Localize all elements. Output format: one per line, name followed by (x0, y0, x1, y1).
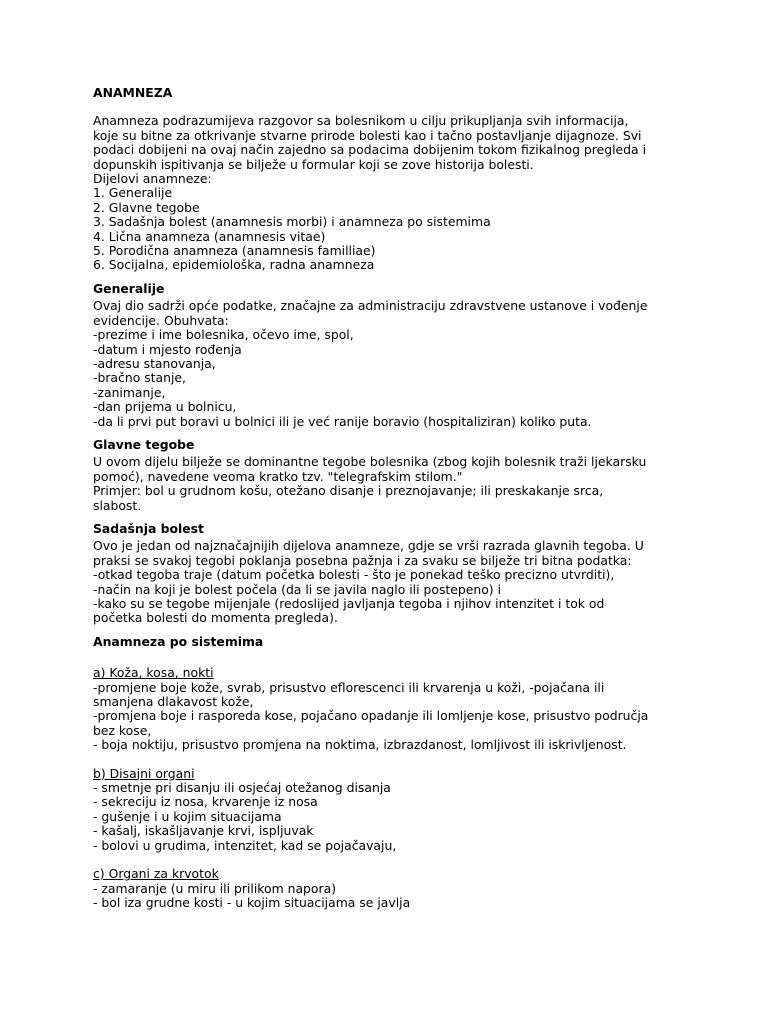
text-line: -kako su se tegobe mijenjale (redoslijed javljanja tegoba i njihov intenzitet i tok od (93, 596, 605, 611)
text-line: - smetnje pri disanju ili osjećaj otežanog disanja (93, 780, 391, 796)
text-line: -prezime i ime bolesnika, očevo ime, spol, (93, 327, 354, 343)
text-line: -bračno stanje, (93, 370, 186, 386)
intro-line: Dijelovi anamneze: (93, 171, 212, 187)
subsection-krvotok (93, 867, 683, 910)
list-item: 3. Sadašnja bolest (anamnesis morbi) i anamneza po sistemima (93, 214, 491, 230)
list-item: 6. Socijalna, epidemiološka, radna anamneza (93, 257, 375, 273)
intro-line: dopunskih ispitivanja se bilježe u formular koji se zove historija bolesti. (93, 156, 534, 172)
intro-section (93, 114, 683, 272)
list-item: 5. Porodična anamneza (anamnesis familliae) (93, 243, 376, 259)
text-line: slabost. (93, 497, 142, 513)
section-heading: Anamneza po sistemima (93, 633, 264, 649)
text-line: -datum i mjesto rođenja (93, 341, 242, 357)
text-line: -otkad tegoba traje (datum početka bolesti - što je ponekad teško precizno utvrditi), (93, 567, 615, 583)
text-line: smanjena dlakavost kože, (93, 694, 254, 710)
text-line: - kašalj, iskašljavanje krvi, ispljuvak (93, 823, 314, 839)
text-line: - bol iza grudne kosti - u kojim situacijama se javlja (93, 894, 411, 910)
text-line: bez kose, (93, 722, 152, 738)
text-line: -način na koji je bolest počela (da li se javila naglo ili postepeno) i (93, 581, 502, 597)
section-generalije (93, 282, 683, 429)
section-heading: Sadašnja bolest (93, 520, 204, 536)
text-line: - gušenje i u kojim situacijama (93, 808, 282, 824)
text-line: - zamaranje (u miru ili prilikom napora) (93, 880, 337, 896)
list-item: 1. Generalije (93, 185, 173, 201)
text-line: - boja noktiju, prisustvo promjena na noktima, izbrazdanost, lomljivost ili iskrivljenost. (93, 737, 627, 753)
text-line: evidencije. Obuhvata: (93, 312, 229, 328)
intro-line: Anamneza podrazumijeva razgovor sa bolesnikom u cilju prikupljanja svih informacija, (93, 113, 629, 129)
section-heading: Generalije (93, 280, 165, 296)
subsection-heading: c) Organi za krvotok (93, 866, 219, 882)
text-line: - sekreciju iz nosa, krvarenje iz nosa (93, 794, 318, 810)
list-item: 4. Lična anamneza (anamnesis vitae) (93, 228, 326, 244)
text-line: -promjena boje i rasporeda kose, pojačano opadanje ili lomljenje kose, prisustvo područja (93, 708, 649, 724)
text-line: praksi se svakoj tegobi poklanja posebna pažnja i za svaku se bilježe tri bitna podatka: (93, 552, 632, 568)
text-line: -da li prvi put boravi u bolnici ili je već ranije boravio (hospitaliziran) koliko puta. (93, 413, 592, 429)
text-line: Primjer: bol u grudnom košu, otežano disanje i preznojavanje; ili preskakanje srca, (93, 483, 604, 499)
text-line: -adresu stanovanja, (93, 355, 216, 371)
subsection-heading: b) Disajni organi (93, 765, 195, 781)
text-line: -dan prijema u bolnicu, (93, 399, 237, 415)
intro-line: podaci dobijeni na ovaj način zajedno sa podacima dobijenim tokom fizikalnog pregleda i (93, 142, 647, 158)
text-line: Ovaj dio sadrži opće podatke, značajne za administraciju zdravstvene ustanove i vođenje (93, 298, 648, 314)
document-title: ANAMNEZA (93, 85, 173, 100)
document-page (93, 86, 683, 910)
intro-line: koje su bitne za otkrivanje stvarne prirode bolesti kao i tačno postavljanje dijagnoze. Svi (93, 127, 642, 143)
list-item: 2. Glavne tegobe (93, 199, 200, 215)
section-glavne-tegobe (93, 438, 683, 513)
section-sadasnja-bolest (93, 522, 683, 626)
section-po-sistemima (93, 635, 683, 911)
subsection-koza (93, 666, 683, 752)
text-line: Ovo je jedan od najznačajnijih dijelova anamneze, gdje se vrši razrada glavnih tegoba. U (93, 538, 644, 554)
text-line: pomoć), navedene veoma kratko tzv. "telegrafskim stilom." (93, 468, 463, 484)
text-line: - bolovi u grudima, intenzitet, kad se pojačavaju, (93, 837, 397, 853)
subsection-disajni-organi (93, 767, 683, 853)
text-line: -zanimanje, (93, 384, 166, 400)
text-line: -promjene boje kože, svrab, prisustvo eflorescenci ili krvarenja u koži, -pojačana ili (93, 679, 605, 695)
section-heading: Glavne tegobe (93, 436, 195, 452)
subsection-heading: a) Koža, kosa, nokti (93, 665, 214, 681)
text-line: U ovom dijelu bilježe se dominantne tegobe bolesnika (zbog kojih bolesnik traži ljekarsku (93, 454, 647, 470)
text-line: početka bolesti do momenta pregleda). (93, 610, 338, 626)
